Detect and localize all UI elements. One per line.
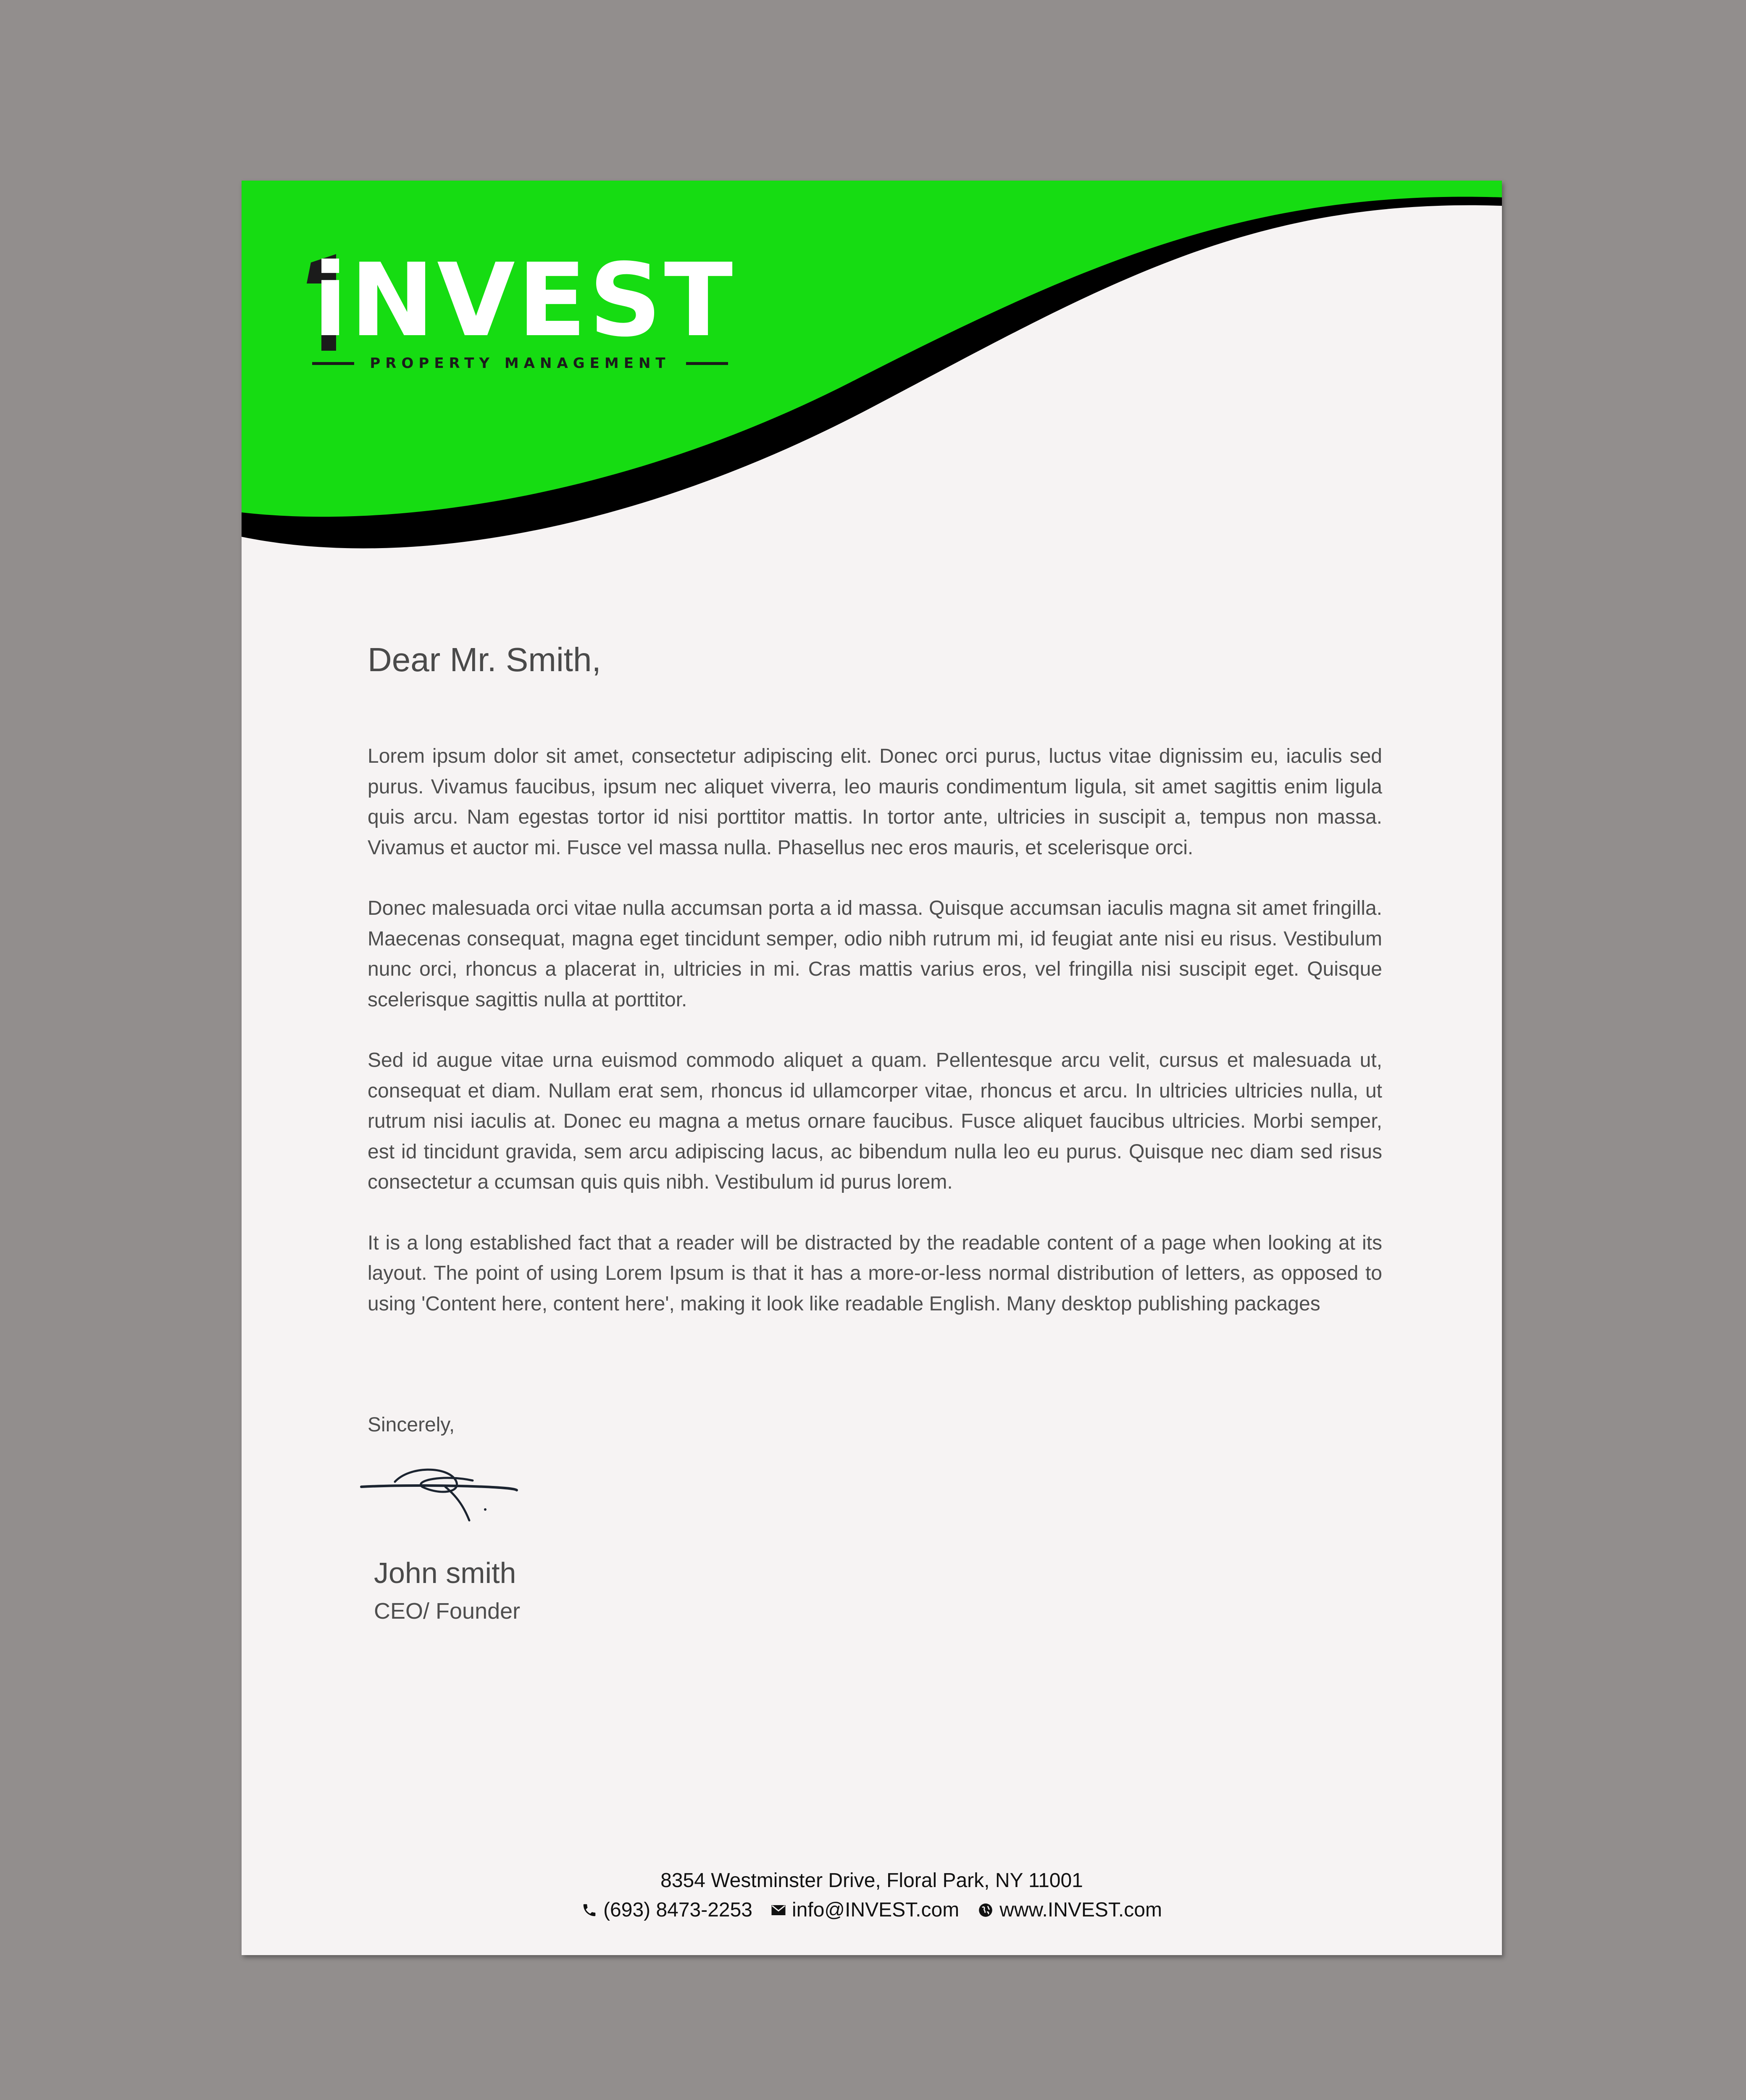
letter-closing: Sincerely, <box>368 1414 455 1436</box>
letter-paragraph: Sed id augue vitae urna euismod commodo aliquet a quam. Pellentesque arcu velit, cursus et malesuada ut, consequat et diam. Nullam erat sem, rhoncus id ullamcorper vitae, rhoncus et arcu. In ultricies ultricies nulla, ut rutrum nisi iaculis at. Donec eu magna a metus ornare faucibus. Fusce aliquet faucibus ultricies. Morbi semper, est id tincidunt gravida, sem arcu adipiscing lacus, ac bibendum nulla leo eu purus. Quisque nec diam sed risus consectetur a ccumsan quis quis nibh. Vestibulum id purus lorem. <box>368 1049 1382 1193</box>
tagline-rule-right <box>686 362 728 365</box>
footer-contacts <box>242 1898 1502 1922</box>
letter-salutation: Dear Mr. Smith, <box>368 641 601 678</box>
footer-email[interactable] <box>771 1898 959 1922</box>
handwritten-signature <box>359 1457 527 1525</box>
footer-website[interactable] <box>978 1898 1162 1922</box>
letter-body <box>368 741 1382 1349</box>
logo-wordmark: iNVEST <box>313 242 736 359</box>
tagline-rule-left <box>312 362 354 365</box>
logo-tagline-row <box>312 355 728 372</box>
letter-paragraph: It is a long established fact that a reader will be distracted by the readable content of a page when looking at its layout. The point of using Lorem Ipsum is that it has a more-or-less normal distribution of letters, as opposed to using 'Content here, content here', making it look like readable English. Many desktop publishing packages <box>368 1231 1382 1315</box>
company-logo <box>305 242 767 376</box>
letterhead-page <box>242 181 1502 1955</box>
signer-name: John smith <box>374 1557 516 1589</box>
footer-address: 8354 Westminster Drive, Floral Park, NY 11001 <box>660 1869 1083 1892</box>
footer-email-text[interactable]: info@INVEST.com <box>792 1899 960 1921</box>
letter-paragraph: Donec malesuada orci vitae nulla accumsan porta a id massa. Quisque accumsan iaculis magna sit amet fringilla. Maecenas consequat, magna eget tincidunt semper, odio nibh rutrum mi, id feugiat ante nisi eu risus. Vestibulum nunc orci, rhoncus a placerat in, ultricies in mi. Cras mattis varius eros, vel fringilla nisi suscipit eget. Quisque scelerisque sagittis nulla at porttitor. <box>368 897 1382 1011</box>
signer-title: CEO/ Founder <box>374 1599 521 1624</box>
logo-tagline: PROPERTY MANAGEMENT <box>370 355 671 372</box>
letter-paragraph: Lorem ipsum dolor sit amet, consectetur adipiscing elit. Donec orci purus, luctus vitae dignissim eu, iaculis sed purus. Vivamus faucibus, ipsum nec aliquet viverra, leo mauris condimentum ligula, sit amet sagittis enim ligula quis arcu. Nam egestas tortor id nisi porttitor mattis. In tortor ante, ultricies in suscipit a, tempus non massa. Vivamus et auctor mi. Fusce vel massa nulla. Phasellus nec eros mauris, et scelerisque orci. <box>368 745 1382 859</box>
globe-icon <box>978 1902 994 1918</box>
footer-phone <box>581 1898 752 1922</box>
footer-website-text[interactable]: www.INVEST.com <box>999 1899 1162 1921</box>
phone-icon <box>581 1902 597 1918</box>
envelope-icon <box>771 1904 786 1916</box>
footer-phone-text: (693) 8473-2253 <box>603 1899 752 1921</box>
